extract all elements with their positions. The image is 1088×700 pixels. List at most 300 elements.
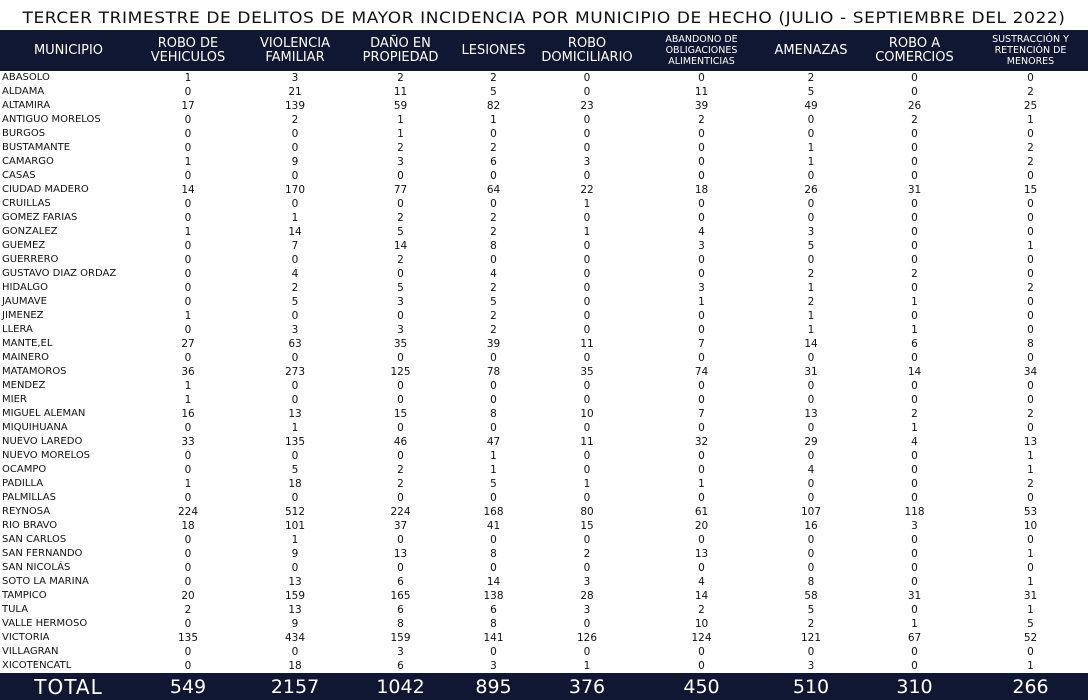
- value-cell: 2: [1027, 142, 1034, 154]
- value-cell: 11: [393, 86, 408, 98]
- value-cell: 2: [1027, 478, 1034, 490]
- value-cell: 1: [1027, 450, 1034, 462]
- value-cell: 78: [486, 366, 501, 378]
- total-cell: 2157: [239, 673, 351, 700]
- value-cell: 0: [698, 268, 705, 280]
- table-row: [0, 393, 1088, 407]
- table-row: [0, 309, 1088, 323]
- value-cell: 4: [698, 576, 705, 588]
- value-cell: 0: [698, 464, 705, 476]
- value-cell: 0: [397, 394, 404, 406]
- value-cell: 15: [580, 520, 594, 532]
- value-cell: 1: [1027, 114, 1034, 126]
- value-cell: 1: [911, 618, 918, 630]
- value-cell: 2: [1027, 282, 1034, 294]
- value-cell: 0: [583, 492, 591, 504]
- value-cell: 6: [911, 338, 918, 350]
- value-cell: 0: [698, 646, 705, 658]
- value-cell: 0: [698, 310, 705, 322]
- total-cell: 310: [856, 673, 973, 700]
- value-cell: 82: [486, 100, 501, 112]
- municipio-cell: TAMPICO: [2, 590, 47, 601]
- value-cell: 0: [807, 394, 815, 406]
- value-cell: 0: [1027, 128, 1034, 140]
- value-cell: 0: [397, 534, 404, 546]
- value-cell: 2: [911, 268, 918, 280]
- value-cell: 11: [580, 436, 594, 448]
- value-cell: 0: [397, 268, 404, 280]
- table-row: [0, 379, 1088, 393]
- municipio-cell: ALTAMIRA: [2, 100, 51, 111]
- value-cell: 0: [184, 142, 192, 154]
- value-cell: 0: [397, 352, 404, 364]
- value-cell: 0: [583, 646, 591, 658]
- table-row: [0, 169, 1088, 183]
- value-cell: 1: [184, 478, 192, 490]
- table-row: [0, 267, 1088, 281]
- value-cell: 0: [807, 128, 815, 140]
- value-cell: 18: [181, 520, 195, 532]
- value-cell: 15: [1023, 184, 1038, 196]
- value-cell: 0: [184, 296, 192, 308]
- table-row: [0, 645, 1088, 659]
- value-cell: 3: [397, 646, 404, 658]
- value-cell: 0: [807, 212, 815, 224]
- value-cell: 1: [184, 156, 192, 168]
- value-cell: 2: [1027, 86, 1034, 98]
- table-row: [0, 435, 1088, 449]
- value-cell: 39: [486, 338, 501, 350]
- value-cell: 1: [1027, 576, 1034, 588]
- totals-row: [0, 673, 1088, 700]
- value-cell: 0: [698, 562, 705, 574]
- value-cell: 1: [184, 394, 192, 406]
- value-cell: 0: [911, 254, 918, 266]
- value-cell: 0: [807, 198, 815, 210]
- report-title: TERCER TRIMESTRE DE DELITOS DE MAYOR INCIDENCIA POR MUNICIPIO DE HECHO (JULIO - SEPTIEMBRE DEL 2022): [22, 8, 1066, 28]
- value-cell: 14: [907, 366, 922, 378]
- value-cell: 1: [698, 296, 705, 308]
- total-cell: 549: [137, 673, 239, 700]
- value-cell: 1: [1027, 604, 1034, 616]
- value-cell: 2: [490, 226, 497, 238]
- table-row: [0, 141, 1088, 155]
- value-cell: 9: [291, 618, 299, 630]
- municipio-cell: ALDAMA: [2, 86, 45, 97]
- table-row: [0, 239, 1088, 253]
- value-cell: 31: [1023, 590, 1038, 602]
- value-cell: 8: [807, 576, 815, 588]
- value-cell: 0: [911, 646, 918, 658]
- municipio-cell: MIQUIHUANA: [2, 422, 68, 433]
- value-cell: 0: [698, 198, 705, 210]
- value-cell: 0: [807, 380, 815, 392]
- table-row: [0, 463, 1088, 477]
- value-cell: 0: [911, 464, 918, 476]
- municipio-cell: MIER: [2, 394, 27, 405]
- value-cell: 5: [291, 296, 299, 308]
- value-cell: 0: [911, 170, 918, 182]
- value-cell: 1: [291, 212, 299, 224]
- value-cell: 0: [698, 170, 705, 182]
- total-cell: 266: [973, 673, 1088, 700]
- municipio-cell: CASAS: [2, 170, 36, 181]
- value-cell: 25: [1023, 100, 1038, 112]
- municipio-cell: GUERRERO: [2, 254, 59, 265]
- value-cell: 0: [911, 142, 918, 154]
- value-cell: 0: [184, 576, 192, 588]
- value-cell: 36: [181, 366, 195, 378]
- municipio-cell: SOTO LA MARINA: [2, 576, 89, 587]
- table-row: [0, 533, 1088, 547]
- value-cell: 18: [288, 660, 302, 672]
- total-cell: 895: [450, 673, 537, 700]
- value-cell: 1: [184, 72, 192, 84]
- value-cell: 0: [698, 660, 705, 672]
- municipio-cell: GONZALEZ: [2, 226, 58, 237]
- value-cell: 80: [580, 506, 594, 518]
- value-cell: 0: [698, 156, 705, 168]
- value-cell: 2: [490, 324, 497, 336]
- value-cell: 77: [393, 184, 408, 196]
- value-cell: 170: [284, 184, 306, 196]
- value-cell: 18: [694, 184, 709, 196]
- value-cell: 0: [184, 128, 192, 140]
- value-cell: 224: [177, 506, 199, 518]
- municipio-cell: CRUILLAS: [2, 198, 51, 209]
- value-cell: 0: [291, 380, 299, 392]
- value-cell: 59: [393, 100, 408, 112]
- value-cell: 0: [184, 618, 192, 630]
- value-cell: 0: [583, 422, 591, 434]
- municipio-cell: NUEVO LAREDO: [2, 436, 83, 447]
- value-cell: 35: [580, 366, 594, 378]
- value-cell: 20: [694, 520, 709, 532]
- municipio-cell: MENDEZ: [2, 380, 46, 391]
- municipio-cell: ANTIGUO MORELOS: [2, 114, 101, 125]
- value-cell: 0: [583, 380, 591, 392]
- value-cell: 0: [911, 282, 918, 294]
- value-cell: 0: [583, 450, 591, 462]
- value-cell: 0: [291, 254, 299, 266]
- column-header-robo-domiciliario: ROBO DOMICILIARIO: [537, 30, 637, 71]
- value-cell: 2: [397, 72, 404, 84]
- table-row: [0, 225, 1088, 239]
- value-cell: 2: [807, 618, 815, 630]
- value-cell: 18: [288, 478, 302, 490]
- value-cell: 0: [184, 212, 192, 224]
- value-cell: 2: [807, 296, 815, 308]
- table-row: [0, 589, 1088, 603]
- municipio-cell: OCAMPO: [2, 464, 47, 475]
- value-cell: 6: [397, 576, 404, 588]
- value-cell: 0: [1027, 170, 1034, 182]
- value-cell: 2: [698, 604, 705, 616]
- value-cell: 2: [397, 212, 404, 224]
- value-cell: 17: [181, 100, 195, 112]
- table-row: [0, 491, 1088, 505]
- value-cell: 3: [807, 660, 815, 672]
- municipio-cell: TULA: [2, 604, 29, 615]
- table-row: [0, 253, 1088, 267]
- value-cell: 0: [583, 562, 591, 574]
- value-cell: 0: [807, 352, 815, 364]
- value-cell: 0: [583, 254, 591, 266]
- value-cell: 8: [490, 408, 497, 420]
- value-cell: 0: [807, 114, 815, 126]
- value-cell: 0: [1027, 562, 1034, 574]
- value-cell: 0: [583, 310, 591, 322]
- value-cell: 5: [807, 86, 815, 98]
- value-cell: 11: [694, 86, 709, 98]
- value-cell: 64: [486, 184, 501, 196]
- column-header-amenazas: AMENAZAS: [766, 30, 856, 71]
- value-cell: 1: [184, 310, 192, 322]
- value-cell: 1: [1027, 548, 1034, 560]
- value-cell: 4: [698, 226, 705, 238]
- value-cell: 0: [291, 562, 299, 574]
- value-cell: 13: [288, 408, 302, 420]
- value-cell: 0: [698, 254, 705, 266]
- value-cell: 13: [288, 604, 302, 616]
- value-cell: 2: [698, 114, 705, 126]
- value-cell: 0: [583, 618, 591, 630]
- value-cell: 14: [804, 338, 818, 350]
- value-cell: 3: [583, 576, 591, 588]
- value-cell: 0: [184, 240, 192, 252]
- column-header-robo-comercios: ROBO A COMERCIOS: [856, 30, 973, 71]
- value-cell: 0: [583, 268, 591, 280]
- value-cell: 0: [1027, 296, 1034, 308]
- value-cell: 0: [698, 492, 705, 504]
- value-cell: 16: [181, 408, 195, 420]
- municipio-cell: RIO BRAVO: [2, 520, 58, 531]
- value-cell: 2: [490, 212, 497, 224]
- column-header-violencia-familiar: VIOLENCIA FAMILIAR: [239, 30, 351, 71]
- municipio-cell: GOMEZ FARIAS: [2, 212, 78, 223]
- column-header-lesiones: LESIONES: [450, 30, 537, 71]
- municipio-cell: PALMILLAS: [2, 492, 56, 503]
- value-cell: 1: [807, 282, 815, 294]
- table-row: [0, 71, 1088, 85]
- value-cell: 2: [397, 464, 404, 476]
- municipio-cell: LLERA: [2, 324, 33, 335]
- column-header-dano-propiedad: DAÑO EN PROPIEDAD: [351, 30, 450, 71]
- value-cell: 47: [486, 436, 501, 448]
- value-cell: 13: [804, 408, 818, 420]
- value-cell: 165: [390, 590, 411, 602]
- table-row: [0, 575, 1088, 589]
- value-cell: 0: [184, 548, 192, 560]
- value-cell: 52: [1023, 632, 1038, 644]
- value-cell: 1: [1027, 240, 1034, 252]
- value-cell: 0: [698, 212, 705, 224]
- header-row: [0, 30, 1088, 71]
- value-cell: 0: [490, 254, 497, 266]
- value-cell: 118: [904, 506, 925, 518]
- table-row: [0, 505, 1088, 519]
- table-row: [0, 295, 1088, 309]
- total-cell: 510: [766, 673, 856, 700]
- value-cell: 0: [911, 380, 918, 392]
- value-cell: 0: [911, 72, 918, 84]
- value-cell: 0: [583, 352, 591, 364]
- value-cell: 33: [181, 436, 195, 448]
- value-cell: 0: [583, 114, 591, 126]
- table-row: [0, 155, 1088, 169]
- value-cell: 5: [490, 86, 497, 98]
- value-cell: 0: [583, 282, 591, 294]
- value-cell: 58: [804, 590, 818, 602]
- value-cell: 0: [184, 198, 192, 210]
- value-cell: 63: [288, 338, 302, 350]
- value-cell: 2: [911, 408, 918, 420]
- value-cell: 0: [911, 478, 918, 490]
- value-cell: 0: [490, 562, 497, 574]
- value-cell: 0: [397, 562, 404, 574]
- municipio-cell: JAUMAVE: [2, 296, 47, 307]
- value-cell: 0: [807, 562, 815, 574]
- value-cell: 0: [911, 226, 918, 238]
- table-row: [0, 421, 1088, 435]
- value-cell: 0: [583, 296, 591, 308]
- value-cell: 1: [1027, 464, 1034, 476]
- value-cell: 0: [490, 534, 497, 546]
- value-cell: 13: [1023, 436, 1038, 448]
- municipio-cell: CIUDAD MADERO: [2, 184, 89, 195]
- value-cell: 0: [1027, 324, 1034, 336]
- value-cell: 1: [807, 310, 815, 322]
- value-cell: 1: [397, 128, 404, 140]
- value-cell: 0: [184, 646, 192, 658]
- value-cell: 0: [184, 660, 192, 672]
- value-cell: 3: [397, 324, 404, 336]
- value-cell: 0: [490, 128, 497, 140]
- value-cell: 0: [698, 324, 705, 336]
- value-cell: 61: [694, 506, 709, 518]
- value-cell: 0: [583, 86, 591, 98]
- value-cell: 0: [291, 646, 299, 658]
- table-row: [0, 85, 1088, 99]
- value-cell: 2: [807, 268, 815, 280]
- value-cell: 0: [1027, 310, 1034, 322]
- value-cell: 0: [490, 170, 497, 182]
- value-cell: 0: [698, 422, 705, 434]
- value-cell: 0: [1027, 212, 1034, 224]
- value-cell: 0: [911, 576, 918, 588]
- value-cell: 0: [698, 72, 705, 84]
- value-cell: 2: [911, 114, 918, 126]
- value-cell: 0: [911, 310, 918, 322]
- value-cell: 1: [911, 422, 918, 434]
- municipio-cell: MAINERO: [2, 352, 50, 363]
- value-cell: 139: [284, 100, 306, 112]
- value-cell: 10: [1023, 520, 1038, 532]
- value-cell: 34: [1023, 366, 1038, 378]
- value-cell: 2: [490, 142, 497, 154]
- value-cell: 28: [580, 590, 594, 602]
- value-cell: 1: [490, 450, 497, 462]
- value-cell: 135: [284, 436, 306, 448]
- total-cell: 1042: [351, 673, 450, 700]
- value-cell: 0: [911, 198, 918, 210]
- value-cell: 159: [390, 632, 411, 644]
- table-row: [0, 603, 1088, 617]
- value-cell: 0: [911, 128, 918, 140]
- value-cell: 512: [284, 506, 306, 518]
- value-cell: 26: [804, 184, 818, 196]
- value-cell: 16: [804, 520, 818, 532]
- value-cell: 0: [698, 352, 705, 364]
- value-cell: 0: [291, 142, 299, 154]
- value-cell: 0: [698, 128, 705, 140]
- value-cell: 1: [807, 142, 815, 154]
- value-cell: 1: [807, 156, 815, 168]
- value-cell: 31: [907, 590, 922, 602]
- municipio-cell: JIMENEZ: [2, 310, 44, 321]
- value-cell: 2: [807, 72, 815, 84]
- value-cell: 126: [576, 632, 598, 644]
- value-cell: 0: [583, 464, 591, 476]
- value-cell: 5: [397, 282, 404, 294]
- total-cell: 450: [637, 673, 766, 700]
- value-cell: 2: [583, 548, 591, 560]
- value-cell: 1: [1027, 660, 1034, 672]
- value-cell: 0: [1027, 646, 1034, 658]
- value-cell: 39: [694, 100, 709, 112]
- municipio-cell: ABASOLO: [2, 72, 50, 83]
- value-cell: 5: [490, 296, 497, 308]
- value-cell: 3: [583, 156, 591, 168]
- value-cell: 0: [698, 380, 705, 392]
- value-cell: 2: [397, 142, 404, 154]
- value-cell: 0: [184, 86, 192, 98]
- value-cell: 13: [288, 576, 302, 588]
- table-row: [0, 407, 1088, 421]
- value-cell: 0: [291, 310, 299, 322]
- table-row: [0, 449, 1088, 463]
- value-cell: 9: [291, 548, 299, 560]
- value-cell: 0: [291, 352, 299, 364]
- municipio-cell: SAN FERNANDO: [2, 548, 83, 559]
- value-cell: 3: [291, 72, 299, 84]
- value-cell: 0: [1027, 380, 1034, 392]
- value-cell: 0: [1027, 394, 1034, 406]
- value-cell: 0: [291, 394, 299, 406]
- value-cell: 0: [490, 198, 497, 210]
- value-cell: 5: [807, 240, 815, 252]
- value-cell: 0: [490, 352, 497, 364]
- value-cell: 0: [1027, 534, 1034, 546]
- table-row: [0, 365, 1088, 379]
- table-row: [0, 323, 1088, 337]
- value-cell: 121: [800, 632, 822, 644]
- value-cell: 0: [583, 240, 591, 252]
- value-cell: 3: [807, 226, 815, 238]
- value-cell: 0: [184, 464, 192, 476]
- value-cell: 0: [184, 450, 192, 462]
- value-cell: 168: [483, 506, 504, 518]
- value-cell: 0: [490, 492, 497, 504]
- value-cell: 23: [580, 100, 594, 112]
- value-cell: 0: [490, 646, 497, 658]
- value-cell: 2: [291, 114, 299, 126]
- value-cell: 0: [911, 492, 918, 504]
- value-cell: 8: [490, 618, 497, 630]
- value-cell: 0: [490, 394, 497, 406]
- table-row: [0, 561, 1088, 575]
- value-cell: 0: [184, 492, 192, 504]
